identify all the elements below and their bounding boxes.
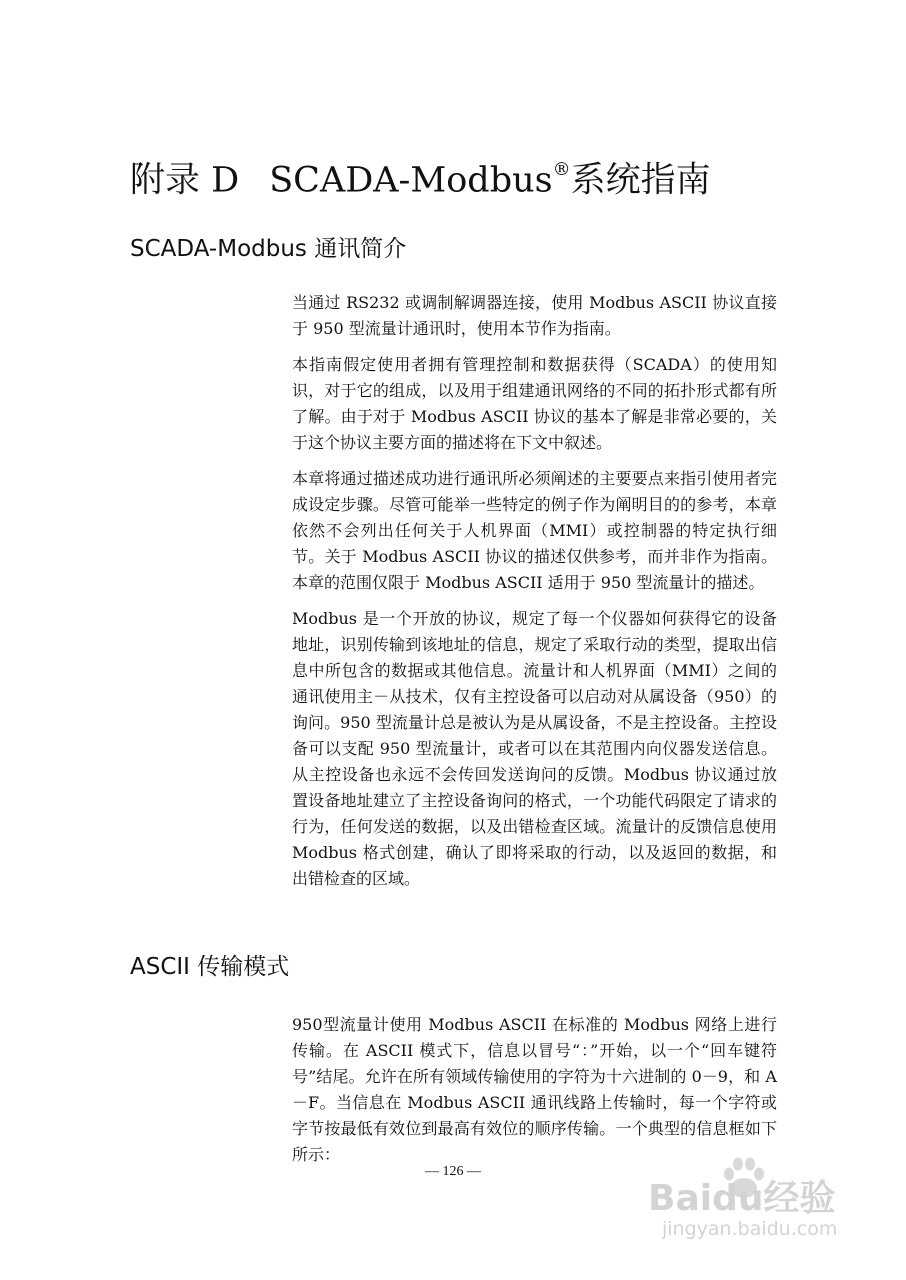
page-number: — 126 — (425, 1164, 481, 1179)
paragraph: 本指南假定使用者拥有管理控制和数据获得（SCADA）的使用知识，对于它的组成，以及用于组建通讯网络的不同的拓扑形式都有所了解。由于对于 Modbus ASCII 协议的基本了解是非常必要的，关于这个协议主要方面的描述将在下文中叙述。 (292, 355, 777, 452)
chapter-suffix: 系统指南 (570, 160, 711, 201)
section-heading-intro: SCADA-Modbus 通讯简介 (130, 236, 407, 262)
registered-mark: ® (552, 159, 571, 180)
section-body-intro (292, 290, 777, 902)
paragraph: Modbus 是一个开放的协议，规定了每一个仪器如何获得它的设备地址，识别传输到该地址的信息，规定了采取行动的类型，提取出信息中所包含的数据或其他信息。流量计和人机界面（MMI）之间的通讯使用主－从技术，仅有主控设备可以启动对从属设备（950）的询问。950 型流量计总是被认为是从属设备，不是主控设备。主控设备可以支配 950 型流量计，或者可以在其范围内向仪器发送信息。从主控设备也永远不会传回发送询问的反馈。Modbus 协议通过放置设备地址建立了主控设备询问的格式，一个功能代码限定了请求的行为，任何发送的数据，以及出错检查区域。流量计的反馈信息使用 Modbus 格式创建，确认了即将采取的行动，以及返回的数据，和出错检查的区域。 (292, 609, 777, 888)
chapter-name: SCADA-Modbus (269, 160, 553, 201)
watermark-logo: Baidu经验 (648, 1178, 836, 1219)
watermark-url: jingyan.baidu.com (662, 1218, 838, 1240)
section-heading-ascii: ASCII 传输模式 (130, 954, 290, 980)
chapter-prefix: 附录 D (130, 160, 240, 201)
paragraph: 本章将通过描述成功进行通讯所必须阐述的主要要点来指引使用者完成设定步骤。尽管可能举一些特定的例子作为阐明目的的参考，本章依然不会列出任何关于人机界面（MMI）或控制器的特定执行细节。关于 Modbus ASCII 协议的描述仅供参考，而并非作为指南。本章的范围仅限于 Modbus ASCII 适用于 950 型流量计的描述。 (292, 469, 777, 592)
paragraph: 950型流量计使用 Modbus ASCII 在标准的 Modbus 网络上进行传输。在 ASCII 模式下，信息以冒号“：”开始，以一个“回车键符号”结尾。允许在所有领域传输使用的字符为十六进制的 0－9，和 A－F。当信息在 Modbus ASCII 通讯线路上传输时，每一个字符或字节按最低有效位到最高有效位的顺序传输。一个典型的信息框如下所示： (292, 1015, 777, 1164)
baidu-watermark (648, 1152, 868, 1252)
paragraph: 当通过 RS232 或调制解调器连接，使用 Modbus ASCII 协议直接于 950 型流量计通讯时，使用本节作为指南。 (292, 293, 777, 338)
chapter-title (130, 150, 711, 205)
